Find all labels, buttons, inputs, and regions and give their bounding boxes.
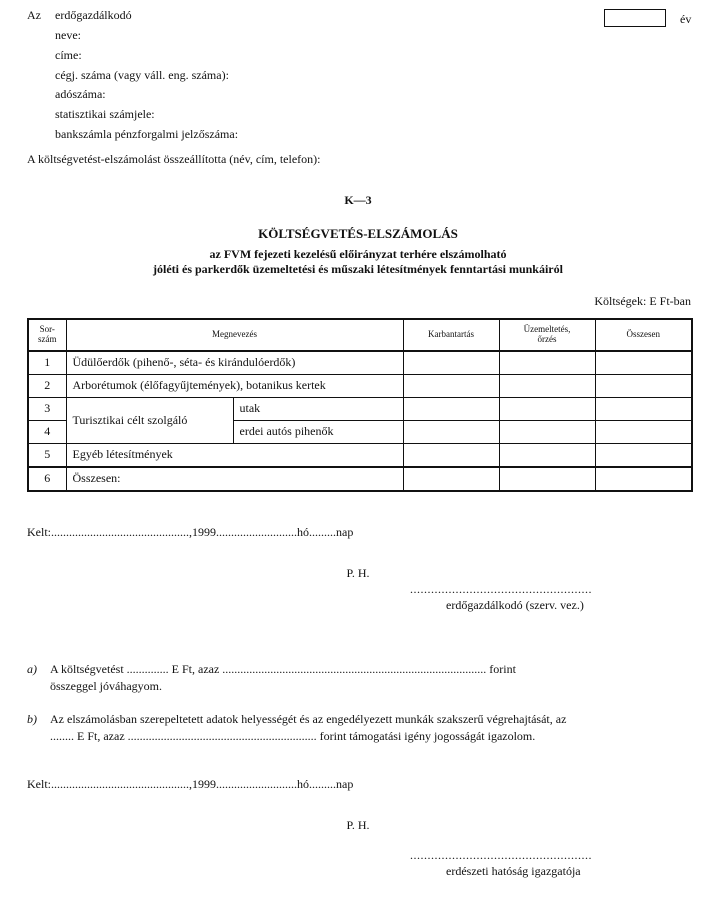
row-number: 5 [28, 444, 66, 468]
maintenance-cell[interactable] [403, 398, 499, 421]
total-cell[interactable] [595, 375, 692, 398]
field-bank-label: bankszámla pénzforgalmi jelzőszáma: [55, 127, 239, 141]
maintenance-cell[interactable] [403, 421, 499, 444]
row-name: Egyéb létesítmények [66, 444, 403, 468]
maintenance-cell[interactable] [403, 444, 499, 468]
operation-cell[interactable] [499, 375, 595, 398]
cost-table [27, 318, 693, 492]
compiled-by-label: A költségvetést-elszámolást összeállította (név, cím, telefon): [27, 152, 321, 166]
field-stat-label: statisztikai számjele: [55, 107, 155, 121]
header-num: Sor- szám [28, 319, 66, 351]
total-cell[interactable] [595, 351, 692, 375]
operation-cell[interactable] [499, 467, 595, 491]
total-cell[interactable] [595, 444, 692, 468]
az-label: Az [27, 8, 41, 22]
total-cell[interactable] [595, 398, 692, 421]
operation-cell[interactable] [499, 351, 595, 375]
row-number: 6 [28, 467, 66, 491]
row-name: Összesen: [66, 467, 403, 491]
table-row [28, 351, 692, 375]
table-row [28, 444, 692, 468]
form-code: K—3 [344, 193, 372, 207]
approval-b-line-1: Az elszámolásban szerepeltetett adatok helyességét és az engedélyezett munkák szakszerű végrehajtását, az [50, 712, 567, 726]
stamp-label-2: P. H. [346, 818, 370, 832]
operation-cell[interactable] [499, 444, 595, 468]
approval-b-line-2[interactable]: ........ E Ft, azaz ............................................................... forint támogatási igény jogosságát igazolom. [50, 729, 536, 743]
row-number: 2 [28, 375, 66, 398]
table-row [28, 398, 692, 421]
approval-a-line-2: összeggel jóváhagyom. [50, 679, 162, 693]
approval-b-label: b) [27, 712, 37, 726]
header-operation: Üzemeltetés, őrzés [499, 319, 595, 351]
signer-role-2: erdészeti hatóság igazgatója [446, 864, 581, 878]
row-subname: erdei autós pihenők [233, 421, 403, 444]
row-name: Turisztikai célt szolgáló [66, 398, 233, 444]
signature-line-2[interactable]: .................................................... [410, 848, 592, 862]
date-line-2[interactable]: Kelt:..............................................,1999...........................hó.........nap [27, 777, 354, 791]
year-label: év [680, 12, 692, 26]
row-number: 1 [28, 351, 66, 375]
row-name: Arborétumok (élőfagyűjtemények), botanikus kertek [66, 375, 403, 398]
table-total-row [28, 467, 692, 491]
header-maintenance: Karbantartás [403, 319, 499, 351]
unit-note: Költségek: E Ft-ban [594, 294, 691, 308]
signature-line-1[interactable]: .................................................... [410, 582, 592, 596]
field-tax-label: adószáma: [55, 87, 106, 101]
company-type-label: erdőgazdálkodó [55, 8, 132, 22]
approval-a-line-1[interactable]: A költségvetést .............. E Ft, azaz ........................................................................................ forint [50, 662, 516, 676]
stamp-label-1: P. H. [346, 566, 370, 580]
table-header-row [28, 319, 692, 351]
row-number: 4 [28, 421, 66, 444]
total-cell[interactable] [595, 421, 692, 444]
form-title: KÖLTSÉGVETÉS-ELSZÁMOLÁS [258, 226, 458, 241]
row-name: Üdülőerdők (pihenő-, séta- és kirándulóerdők) [66, 351, 403, 375]
maintenance-cell[interactable] [403, 375, 499, 398]
total-cell[interactable] [595, 467, 692, 491]
operation-cell[interactable] [499, 398, 595, 421]
year-field[interactable] [604, 9, 666, 27]
form-subtitle-1: az FVM fejezeti kezelésű előirányzat terhére elszámolható [209, 247, 507, 261]
operation-cell[interactable] [499, 421, 595, 444]
row-number: 3 [28, 398, 66, 421]
form-subtitle-2: jóléti és parkerdők üzemeltetési és műszaki létesítmények fenntartási munkáiról [153, 262, 563, 276]
date-line-1[interactable]: Kelt:..............................................,1999...........................hó.........nap [27, 525, 354, 539]
field-address-label: címe: [55, 48, 82, 62]
approval-a-label: a) [27, 662, 37, 676]
row-subname: utak [233, 398, 403, 421]
signer-role-1: erdőgazdálkodó (szerv. vez.) [446, 598, 584, 612]
header-total: Összesen [595, 319, 692, 351]
maintenance-cell[interactable] [403, 467, 499, 491]
field-registration-label: cégj. száma (vagy váll. eng. száma): [55, 68, 229, 82]
field-name-label: neve: [55, 28, 81, 42]
maintenance-cell[interactable] [403, 351, 499, 375]
header-name: Megnevezés [66, 319, 403, 351]
table-row [28, 375, 692, 398]
